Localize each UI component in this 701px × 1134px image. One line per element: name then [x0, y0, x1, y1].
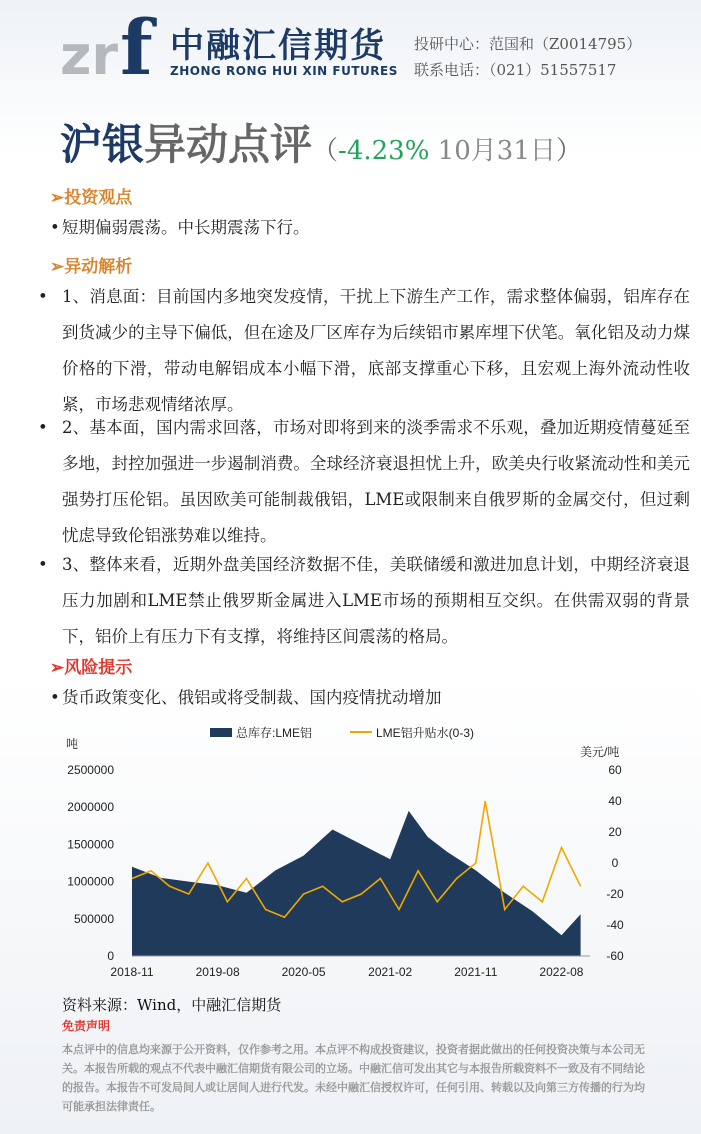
left-axis-tick: 0	[107, 949, 114, 963]
phone-info: 联系电话：（021）51557517	[414, 61, 617, 79]
section-risk: ➢风险提示	[50, 658, 133, 678]
right-axis-tick: -20	[606, 887, 624, 901]
analysis-point-1: • 1、消息面：目前国内多地突发疫情，干扰上下游生产工作，需求整体偏弱，铝库存在到货减少的主导下偏低，但在途及厂区库存为后续铝市累库埋下伏笔。氧化铝及动力煤价格的下滑，带动电解铝成本小幅下滑，底部支撑重心下移，且宏观上海外流动性收紧，市场悲观情绪浓厚。	[38, 287, 690, 414]
analysis-point-3: • 3、整体来看，近期外盘美国经济数据不佳，美联储缓和激进加息计划，中期经济衰退压力加剧和LME禁止俄罗斯金属进入LME市场的预期相互交织。在供需双弱的背景下，铝价上有压力下有支撑，将维持区间震荡的格局。	[38, 555, 690, 646]
left-axis-label: 吨	[66, 737, 79, 751]
page-title	[60, 112, 582, 172]
svg-text:zr: zr	[60, 24, 119, 80]
data-source: 资料来源：Wind，中融汇信期货	[62, 996, 282, 1014]
title-commodity: 沪银	[60, 120, 145, 169]
legend-swatch-inventory	[210, 728, 232, 737]
left-axis-tick: 2000000	[67, 800, 114, 815]
analysis-point-2-text: 2、基本面，国内需求回落，市场对即将到来的淡季需求不乐观，叠加近期疫情蔓延至多地，封控加强进一步遏制消费。全球经济衰退担忧上升，欧美央行收紧流动性和美元强势打压伦铝。虽因欧美可能制裁俄铝，LME或限制来自俄罗斯的金属交付，但过剩忧虑导致伦铝涨势难以维持。	[62, 418, 690, 545]
title-open-paren: （	[312, 136, 339, 166]
logo-chinese-name: 中融汇信期货	[170, 26, 386, 66]
title-close-paren: ）	[555, 136, 582, 166]
svg-text:f: f	[120, 12, 153, 80]
right-axis-tick: 0	[611, 856, 619, 870]
investment-view-content: 短期偏弱震荡。中长期震荡下行。	[62, 218, 310, 237]
title-date: 10月31日	[429, 136, 556, 166]
x-axis-tick: 2018-11	[110, 965, 154, 979]
disclaimer-text: 本点评中的信息均来源于公开资料，仅作参考之用。本点评不构成投资建议，投资者据此做出的任何投资决策与本公司无关。本报告所载的观点不代表中融汇信期货有限公司的立场。中融汇信可发出其它与本报告所载资料不一致及有不同结论的报告。本报告不可发局间人或让居间人进行代发。未经中融汇信授权许可，任何引用、转载以及向第三方传播的行为均可能承担法律责任。	[62, 1043, 645, 1113]
x-axis-tick: 2019-08	[195, 965, 240, 979]
analyst-info: 投研中心：范国和（Z0014795）	[414, 35, 642, 53]
right-axis-tick: -60	[606, 949, 624, 963]
x-axis-tick: 2020-05	[281, 965, 326, 979]
left-axis-tick: 500000	[73, 911, 114, 926]
analysis-point-2: • 2、基本面，国内需求回落，市场对即将到来的淡季需求不乐观，叠加近期疫情蔓延至多地，封控加强进一步遏制消费。全球经济衰退担忧上升，欧美央行收紧流动性和美元强势打压伦铝。虽因欧美可能制裁俄铝，LME或限制来自俄罗斯的金属交付，但过剩忧虑导致伦铝涨势难以维持。	[38, 418, 690, 545]
left-axis-tick: 2500000	[67, 763, 114, 777]
x-axis-tick: 2022-08	[539, 965, 584, 979]
right-axis-tick: 60	[608, 763, 622, 777]
x-axis-tick: 2021-02	[368, 965, 413, 979]
right-axis-tick: -40	[606, 918, 624, 932]
right-axis-tick: 20	[608, 825, 622, 839]
section-analysis: ➢异动解析	[50, 257, 133, 277]
title-main: 异动点评	[144, 120, 313, 169]
inventory-spread-chart	[50, 718, 650, 990]
left-axis-tick: 1500000	[67, 837, 114, 852]
right-axis-label: 美元/吨	[580, 745, 620, 759]
left-axis-tick: 1000000	[67, 874, 114, 889]
analysis-point-1-text: 1、消息面：目前国内多地突发疫情，干扰上下游生产工作，需求整体偏弱，铝库存在到货减少的主导下偏低，但在途及厂区库存为后续铝市累库埋下伏笔。氧化铝及动力煤价格的下滑，带动电解铝成本小幅下滑，底部支撑重心下移，且宏观上海外流动性收紧，市场悲观情绪浓厚。	[62, 287, 690, 414]
title-change-pct: -4.23%	[338, 136, 430, 166]
right-axis-tick: 40	[608, 794, 622, 808]
legend-label-spread: LME铝升贴水(0-3)	[376, 726, 475, 740]
legend-label-inventory: 总库存:LME铝	[236, 726, 313, 740]
logo-english-name: ZHONG RONG HUI XIN FUTURES	[170, 64, 398, 78]
section-investment-view: ➢投资观点	[50, 188, 133, 208]
risk-text: • 货币政策变化、俄铝或将受制裁、国内疫情扰动增加	[50, 688, 442, 707]
x-axis-tick: 2021-11	[454, 965, 498, 979]
series-area-inventory	[132, 811, 581, 956]
company-logo-icon	[58, 12, 158, 80]
disclaimer-title: 免责声明	[62, 1019, 111, 1033]
investment-view-text: • 短期偏弱震荡。中长期震荡下行。	[50, 218, 310, 237]
analysis-point-3-text: 3、整体来看，近期外盘美国经济数据不佳，美联储缓和激进加息计划，中期经济衰退压力加剧和LME禁止俄罗斯金属进入LME市场的预期相互交织。在供需双弱的背景下，铝价上有压力下有支撑，将维持区间震荡的格局。	[62, 555, 690, 646]
risk-content: 货币政策变化、俄铝或将受制裁、国内疫情扰动增加	[62, 688, 442, 707]
